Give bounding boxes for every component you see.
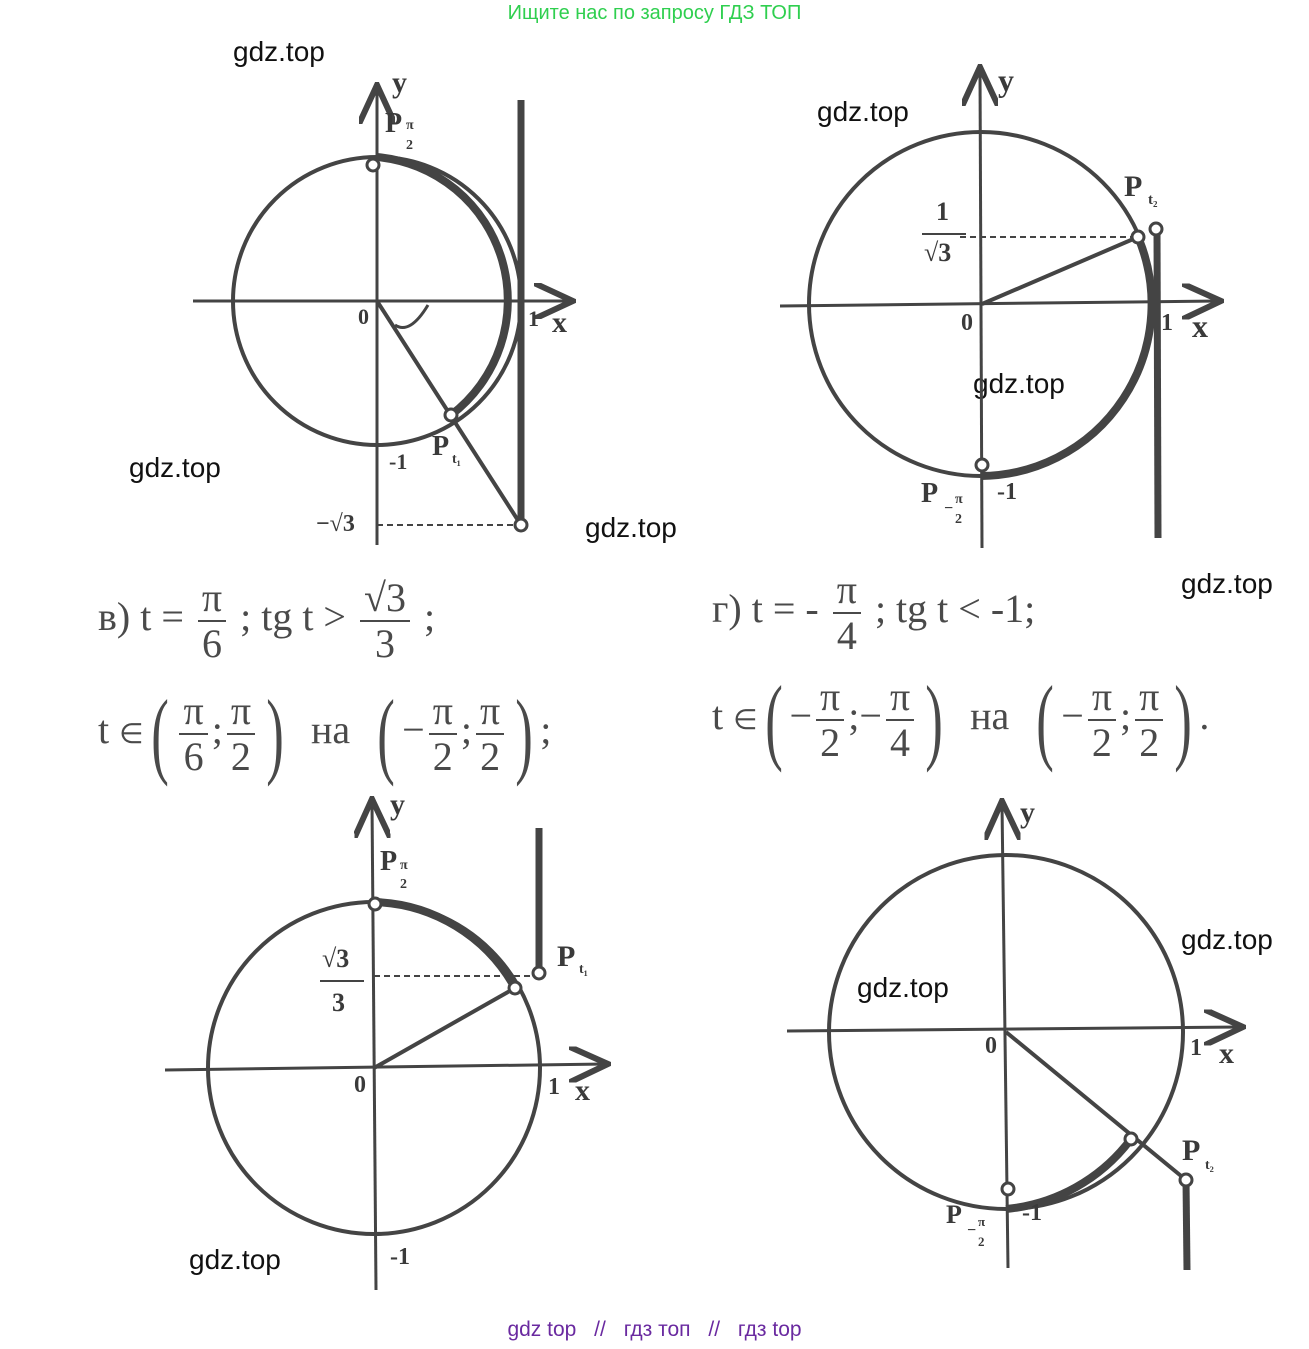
end: ;	[540, 707, 552, 753]
minus: −	[789, 693, 813, 739]
p-neg-sub-minus: −	[944, 500, 954, 517]
p-sub-2: 2	[406, 138, 413, 153]
p-neg-label: P	[921, 478, 939, 509]
y-label: y	[390, 788, 405, 821]
num: π	[1135, 677, 1163, 721]
p-sub-pi: π	[406, 118, 414, 133]
frac-pi-2	[429, 688, 457, 779]
p-label: P	[380, 846, 398, 877]
minus-one-label: -1	[1022, 1200, 1042, 1226]
num: π	[476, 691, 504, 735]
watermark-1: gdz.top	[233, 36, 325, 67]
footer-sep-1: //	[594, 1318, 606, 1341]
p-neg-sub-pi: π	[978, 1214, 986, 1229]
footer-link-1[interactable]: gdz top	[507, 1318, 577, 1341]
t1-sub: t₁	[452, 452, 461, 467]
frac-bar	[320, 980, 364, 982]
one-label: 1	[1161, 310, 1173, 336]
footer-link-2[interactable]: гдз топ	[623, 1318, 691, 1341]
banner-text[interactable]: Ищите нас по запросу ГДЗ ТОП	[507, 2, 802, 24]
p-neg-label: P	[946, 1200, 962, 1229]
t-eq: t = -	[751, 586, 819, 632]
paren-close: )	[266, 680, 284, 787]
highlighted-arc	[377, 157, 508, 415]
paren-close: )	[515, 680, 533, 787]
zero-label: 0	[985, 1033, 997, 1059]
minus: −	[1061, 693, 1084, 739]
x-label: x	[1192, 308, 1208, 344]
num: √3	[360, 578, 410, 622]
frac-bar	[922, 233, 966, 235]
paren-close: )	[1174, 666, 1193, 773]
letter-g: г)	[712, 586, 742, 632]
den: 3	[374, 621, 395, 666]
x-axis	[787, 1027, 1240, 1031]
semicolon: ;	[423, 594, 436, 640]
num: π	[886, 677, 914, 721]
den: 2	[230, 734, 251, 779]
num: π	[227, 691, 255, 735]
in-symbol: ∈	[119, 719, 144, 751]
graph-bottom-right	[787, 804, 1240, 1270]
frac-sqrt3-3	[360, 575, 410, 666]
zero-label: 0	[961, 310, 973, 336]
paren-open: (	[377, 680, 395, 787]
frac-pi-6	[198, 575, 226, 666]
minus: −	[859, 693, 882, 739]
frac-pi-2	[1088, 674, 1116, 765]
p-t2-label: P	[1124, 170, 1143, 203]
point	[369, 898, 381, 910]
minus-one-label: -1	[389, 449, 408, 474]
point	[1132, 231, 1144, 243]
den: 2	[432, 734, 453, 779]
watermark-6: gdz.top	[1181, 568, 1273, 599]
point	[533, 967, 545, 979]
ray	[1006, 1032, 1186, 1180]
frac-pi-4	[886, 674, 914, 765]
frac-num: √3	[322, 944, 350, 973]
watermark-9: gdz.top	[189, 1244, 281, 1275]
na-word: на	[310, 707, 351, 753]
frac-pi-2	[1135, 674, 1163, 765]
zero-label: 0	[354, 1072, 366, 1098]
t-eq: t =	[140, 594, 184, 640]
t2-sub: t₂	[1205, 1158, 1214, 1173]
y-axis	[1002, 804, 1008, 1268]
frac-den: 3	[332, 988, 345, 1017]
p-neg-sub-2: 2	[955, 512, 962, 527]
tg-part: ; tg t >	[240, 594, 346, 640]
one-label: 1	[528, 306, 539, 331]
point	[509, 982, 521, 994]
watermark-3: gdz.top	[973, 368, 1065, 399]
point	[445, 409, 457, 421]
end: .	[1199, 693, 1210, 739]
t-symbol: t	[98, 707, 110, 753]
den: 2	[1091, 720, 1112, 765]
frac-den: √3	[924, 238, 952, 267]
frac-pi-2	[476, 688, 504, 779]
footer-sep-2: //	[708, 1318, 721, 1341]
semicolon: ;	[211, 707, 223, 753]
p-t2-label: P	[1182, 1134, 1201, 1167]
point	[515, 519, 527, 531]
point	[1150, 223, 1162, 235]
p-t1-label: P	[557, 940, 576, 973]
p-neg-sub-minus: −	[967, 1222, 977, 1239]
letter-v: в)	[98, 594, 131, 640]
neg-sqrt3-label: −√3	[316, 511, 355, 537]
tg-part: ; tg t < -1;	[874, 586, 1036, 632]
p-sub-pi: π	[400, 858, 408, 873]
watermark-2: gdz.top	[817, 96, 909, 127]
tangent-line	[1157, 228, 1158, 538]
point	[1180, 1174, 1192, 1186]
x-label: x	[1219, 1037, 1234, 1070]
footer-link-3[interactable]: гдз top	[737, 1318, 802, 1341]
num: π	[1088, 677, 1116, 721]
den: 2	[820, 720, 841, 765]
y-label: y	[998, 62, 1014, 98]
graph-top-left	[193, 88, 570, 545]
tangent-line	[1186, 1180, 1187, 1270]
minus: −	[402, 707, 425, 753]
p-t1-label: P	[432, 431, 450, 462]
y-label: y	[1020, 796, 1035, 829]
watermark-7: gdz.top	[1181, 924, 1273, 955]
in-symbol: ∈	[733, 705, 758, 737]
den: 4	[890, 720, 911, 765]
zero-label: 0	[358, 304, 369, 329]
x-label: x	[575, 1074, 590, 1107]
problem-v-line1	[98, 575, 436, 666]
point	[1125, 1133, 1137, 1145]
problem-v-line2	[98, 680, 552, 787]
den: 6	[183, 734, 204, 779]
semicolon: ;	[460, 707, 473, 753]
num: π	[833, 570, 861, 614]
paren-open: (	[764, 666, 783, 773]
den: 2	[480, 734, 501, 779]
angle-arc	[395, 305, 428, 328]
minus-one-label: -1	[997, 479, 1017, 505]
na-word: на	[970, 693, 1010, 739]
paren-open: (	[1036, 666, 1055, 773]
y-axis	[372, 802, 376, 1290]
frac-num: 1	[936, 197, 949, 226]
point	[367, 159, 379, 171]
problem-g-line2: t ∈( − $\frac{\pi}{2}$ ;− $\frac{\pi}{4}$ ) на ( − $\frac{\pi}{2}$ ; $\frac{\pi}{2}$ ) .	[712, 666, 1210, 773]
num: π	[816, 677, 844, 721]
highlighted-arc	[981, 237, 1152, 476]
frac-pi-2	[227, 688, 255, 779]
point	[976, 459, 988, 471]
ray	[374, 988, 515, 1068]
p-label: P	[385, 108, 403, 139]
ray	[982, 237, 1138, 304]
den: 2	[1139, 720, 1160, 765]
problem-g-line1	[712, 567, 1036, 658]
num: π	[179, 691, 207, 735]
p-sub-2: 2	[400, 877, 407, 892]
p-neg-sub-pi: π	[955, 492, 963, 507]
num: π	[198, 578, 226, 622]
t2-sub: t₂	[1148, 192, 1158, 208]
x-label: x	[552, 306, 567, 339]
paren-close: )	[925, 666, 943, 773]
point	[1002, 1183, 1014, 1195]
footer-links	[0, 1318, 1309, 1342]
watermark-5: gdz.top	[585, 512, 677, 543]
t1-sub: t₁	[579, 962, 588, 977]
y-label: y	[392, 66, 407, 99]
den: 4	[836, 613, 857, 658]
t-symbol: t	[712, 693, 724, 739]
p-neg-sub-2: 2	[978, 1234, 985, 1249]
frac-pi-6	[179, 688, 207, 779]
num: π	[429, 691, 457, 735]
den: 6	[201, 621, 222, 666]
watermark-4: gdz.top	[129, 452, 221, 483]
frac-pi-2	[816, 674, 844, 765]
one-label: 1	[548, 1074, 560, 1100]
paren-open: (	[150, 680, 169, 787]
one-label: 1	[1190, 1035, 1202, 1061]
watermark-8: gdz.top	[857, 972, 949, 1003]
graph-top-right	[780, 70, 1218, 548]
minus-one-label: -1	[390, 1244, 410, 1270]
frac-pi-4	[833, 567, 861, 658]
